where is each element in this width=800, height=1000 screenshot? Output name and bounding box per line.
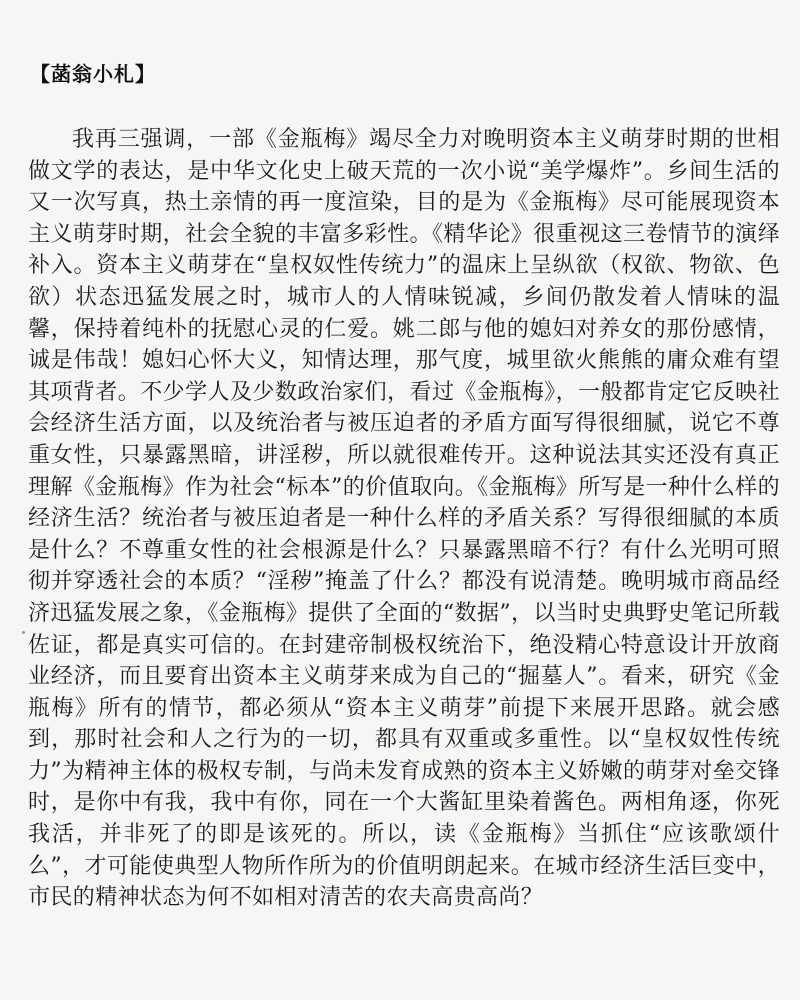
body-paragraph: 我再三强调，一部《金瓶梅》竭尽全力对晚明资本主义萌芽时期的世相做文学的表达，是中华文化史上破天荒的一次小说“美学爆炸”。乡间生活的又一次写真，热土亲情的再一度渲染，目的是为《金瓶梅》尽可能展现资本主义萌芽时期，社会全貌的丰富多彩性。《精华论》很重视这三卷情节的演绎补入。资本主义萌芽在“皇权奴性传统力”的温床上呈纵欲（权欲、物欲、色欲）状态迅猛发展之时，城市人的人情味锐减，乡间仍散发着人情味的温馨，保持着纯朴的抚慰心灵的仁爱。姚二郎与他的媳妇对养女的那份感情，诚是伟哉！媳妇心怀大义，知情达理，那气度，城里欲火熊熊的庸众难有望其项背者。不少学人及少数政治家们，看过《金瓶梅》，一般都肯定它反映社会经济生活方面，以及统治者与被压迫者的矛盾方面写得很细腻，说它不尊重女性，只暴露黑暗，讲淫秽，所以就很难传开。这种说法其实还没有真正理解《金瓶梅》作为社会“标本”的价值取向。《金瓶梅》所写是一种什么样的经济生活？统治者与被压迫者是一种什么样的矛盾关系？写得很细腻的本质是什么？不尊重女性的社会根源是什么？只暴露黑暗不行？有什么光明可照彻并穿透社会的本质？“淫秽”掩盖了什么？都没有说清楚。晚明城市商品经济迅猛发展之象，《金瓶梅》提供了全面的“数据”，以当时史典野史笔记所载佐证，都是真实可信的。在封建帝制极权统治下，绝没精心特意设计开放商业经济，而且要育出资本主义萌芽来成为自己的“掘墓人”。看来，研究《金瓶梅》所有的情节，都必须从“资本主义萌芽”前提下来展开思路。就会感到，那时社会和人之行为的一切，都具有双重或多重性。以“皇权奴性传统力”为精神主体的极权专制，与尚未发育成熟的资本主义娇嫩的萌芽对垒交锋时，是你中有我，我中有你，同在一个大酱缸里染着酱色。两相角逐，你死我活，并非死了的即是该死的。所以，读《金瓶梅》当抓住“应该歌颂什么”，才可能使典型人物所作所为的价值明朗起来。在城市经济生活巨变中，市民的精神状态为何不如相对清苦的农夫高贵高尚？ [28,127,780,911]
section-heading: 【菡翁小札】 [30,62,156,86]
scan-speck [22,631,25,634]
